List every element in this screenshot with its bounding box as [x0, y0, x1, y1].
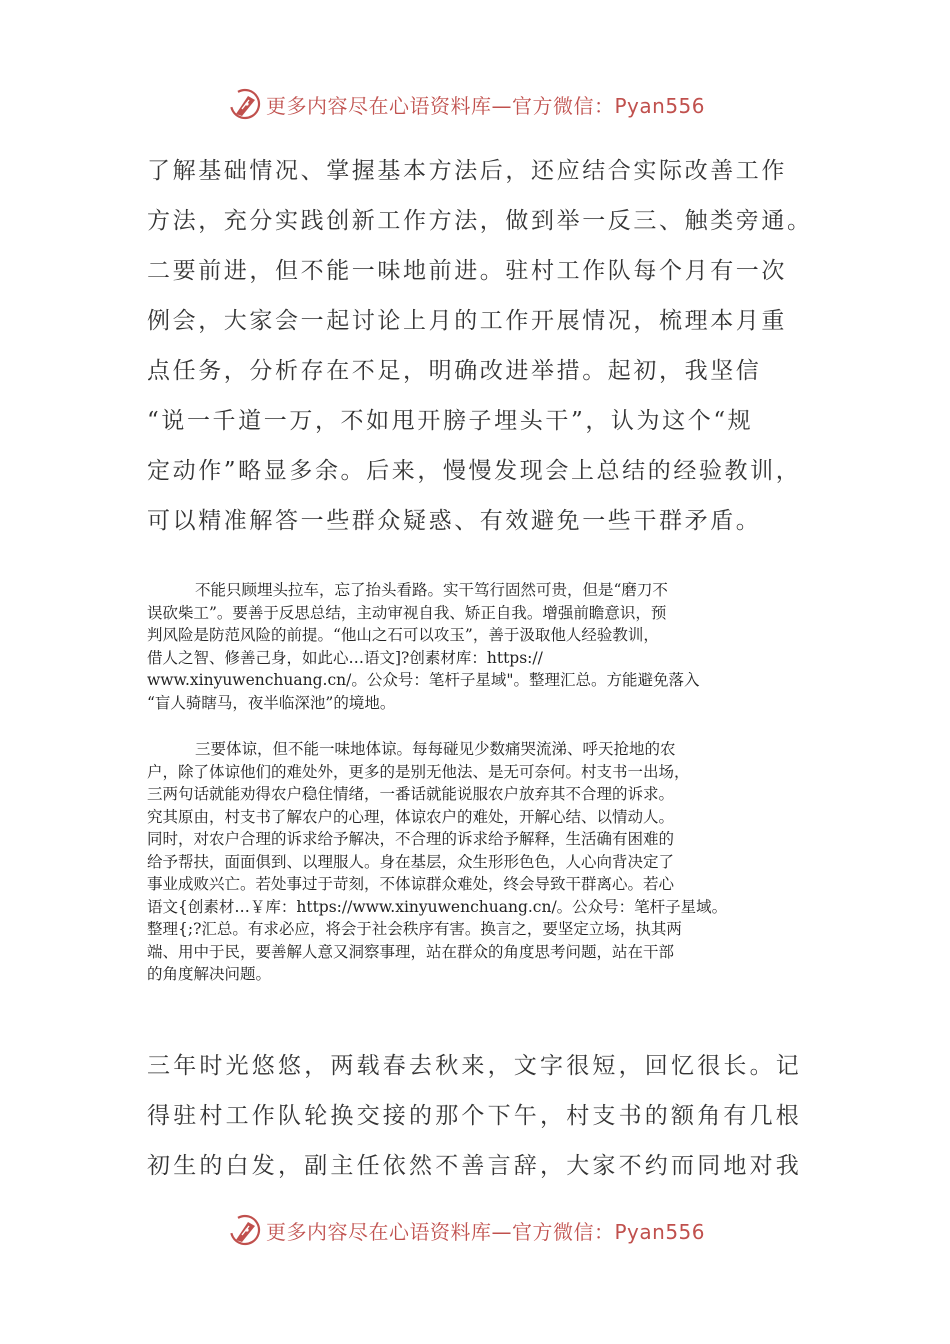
- text-line: 三两句话就能劝得农户稳住情绪，一番话就能说服农户放弃其不合理的诉求。: [147, 785, 675, 803]
- footer-banner: [228, 1210, 705, 1250]
- text-line: 不能只顾埋头拉车，忘了抬头看路。实干笃行固然可贵，但是“磨刀不: [195, 581, 668, 599]
- text-line: “说一千道一万，不如甩开膀子埋头干”，认为这个“规: [147, 408, 754, 434]
- text-line: 可以精准解答一些群众疑惑、有效避免一些干群矛盾。: [147, 508, 762, 534]
- text-line: 三年时光悠悠，两载春去秋来，文字很短，回忆很长。记: [147, 1053, 802, 1079]
- body-paragraph-4: [147, 1041, 807, 1191]
- text-line: 的角度解决问题。: [147, 965, 272, 983]
- text-line: 端、用中于民，要善解人意又洞察事理，站在群众的角度思考问题，站在干部: [147, 942, 675, 961]
- text-line: www.xinyuwenchuang.cn/。公众号：笔杆子星域"。整理汇总。方能避免落入: [147, 671, 700, 689]
- text-line: 判风险是防范风险的前提。“他山之石可以攻玉”，善于汲取他人经验教训，: [147, 626, 659, 644]
- text-line: 了解基础情况、掌握基本方法后，还应结合实际改善工作: [147, 158, 787, 184]
- text-line: 例会，大家会一起讨论上月的工作开展情况，梳理本月重: [147, 308, 787, 334]
- text-line: 事业成败兴亡。若处事过于苛刻，不体谅群众难处，终会导致干群离心。若心: [147, 875, 675, 893]
- text-line: 点任务，分析存在不足，明确改进举措。起初，我坚信: [147, 358, 762, 384]
- text-line: 语文{创素材…￥库：https://www.xinyuwenchuang.cn/。公众号：笔杆子星域。: [147, 897, 728, 916]
- footer-banner-text: 更多内容尽在心语资料库—官方微信：Pyan556: [266, 1219, 706, 1244]
- text-line: 误砍柴工”。要善于反思总结，主动审视自我、矫正自我。增强前瞻意识，预: [147, 603, 667, 622]
- text-line: 整理{;?汇总。有求必应，将会于社会秩序有害。换言之，要坚定立场，执其两: [147, 920, 682, 938]
- pen-nib-logo-icon: [228, 1213, 262, 1247]
- text-line: 借人之智、修善己身，如此心…语文]?创素材库：https://: [147, 648, 543, 667]
- text-line: “盲人骑瞎马，夜半临深池”的境地。: [147, 693, 396, 712]
- text-line: 究其原由，村支书了解农户的心理，体谅农户的难处，开解心结、以情动人。: [147, 807, 675, 826]
- text-line: 二要前进，但不能一味地前进。驻村工作队每个月有一次: [147, 258, 787, 284]
- text-line: 得驻村工作队轮换交接的那个下午，村支书的额角有几根: [147, 1103, 802, 1129]
- text-line: 定动作”略显多余。后来，慢慢发现会上总结的经验教训，: [147, 458, 802, 484]
- text-line: 给予帮扶，面面俱到、以理服人。身在基层，众生形形色色，人心向背决定了: [147, 852, 675, 871]
- pen-nib-logo-icon: [228, 87, 262, 121]
- text-line: 户，除了体谅他们的难处外，更多的是别无他法、是无可奈何。村支书一出场，: [147, 762, 690, 781]
- text-line: 方法，充分实践创新工作方法，做到举一反三、触类旁通。: [147, 208, 813, 234]
- header-banner: [228, 84, 705, 124]
- text-line: 三要体谅，但不能一味地体谅。每每碰见少数痛哭流涕、呼天抢地的农: [195, 740, 676, 758]
- body-paragraph-3: [147, 738, 807, 986]
- body-paragraph-1: [147, 146, 813, 546]
- text-line: 初生的白发，副主任依然不善言辞，大家不约而同地对我: [147, 1153, 802, 1179]
- header-banner-text: 更多内容尽在心语资料库—官方微信：Pyan556: [266, 93, 706, 118]
- text-line: 同时，对农户合理的诉求给予解决，不合理的诉求给予解释，生活确有困难的: [147, 830, 675, 848]
- body-paragraph-2: [147, 579, 807, 714]
